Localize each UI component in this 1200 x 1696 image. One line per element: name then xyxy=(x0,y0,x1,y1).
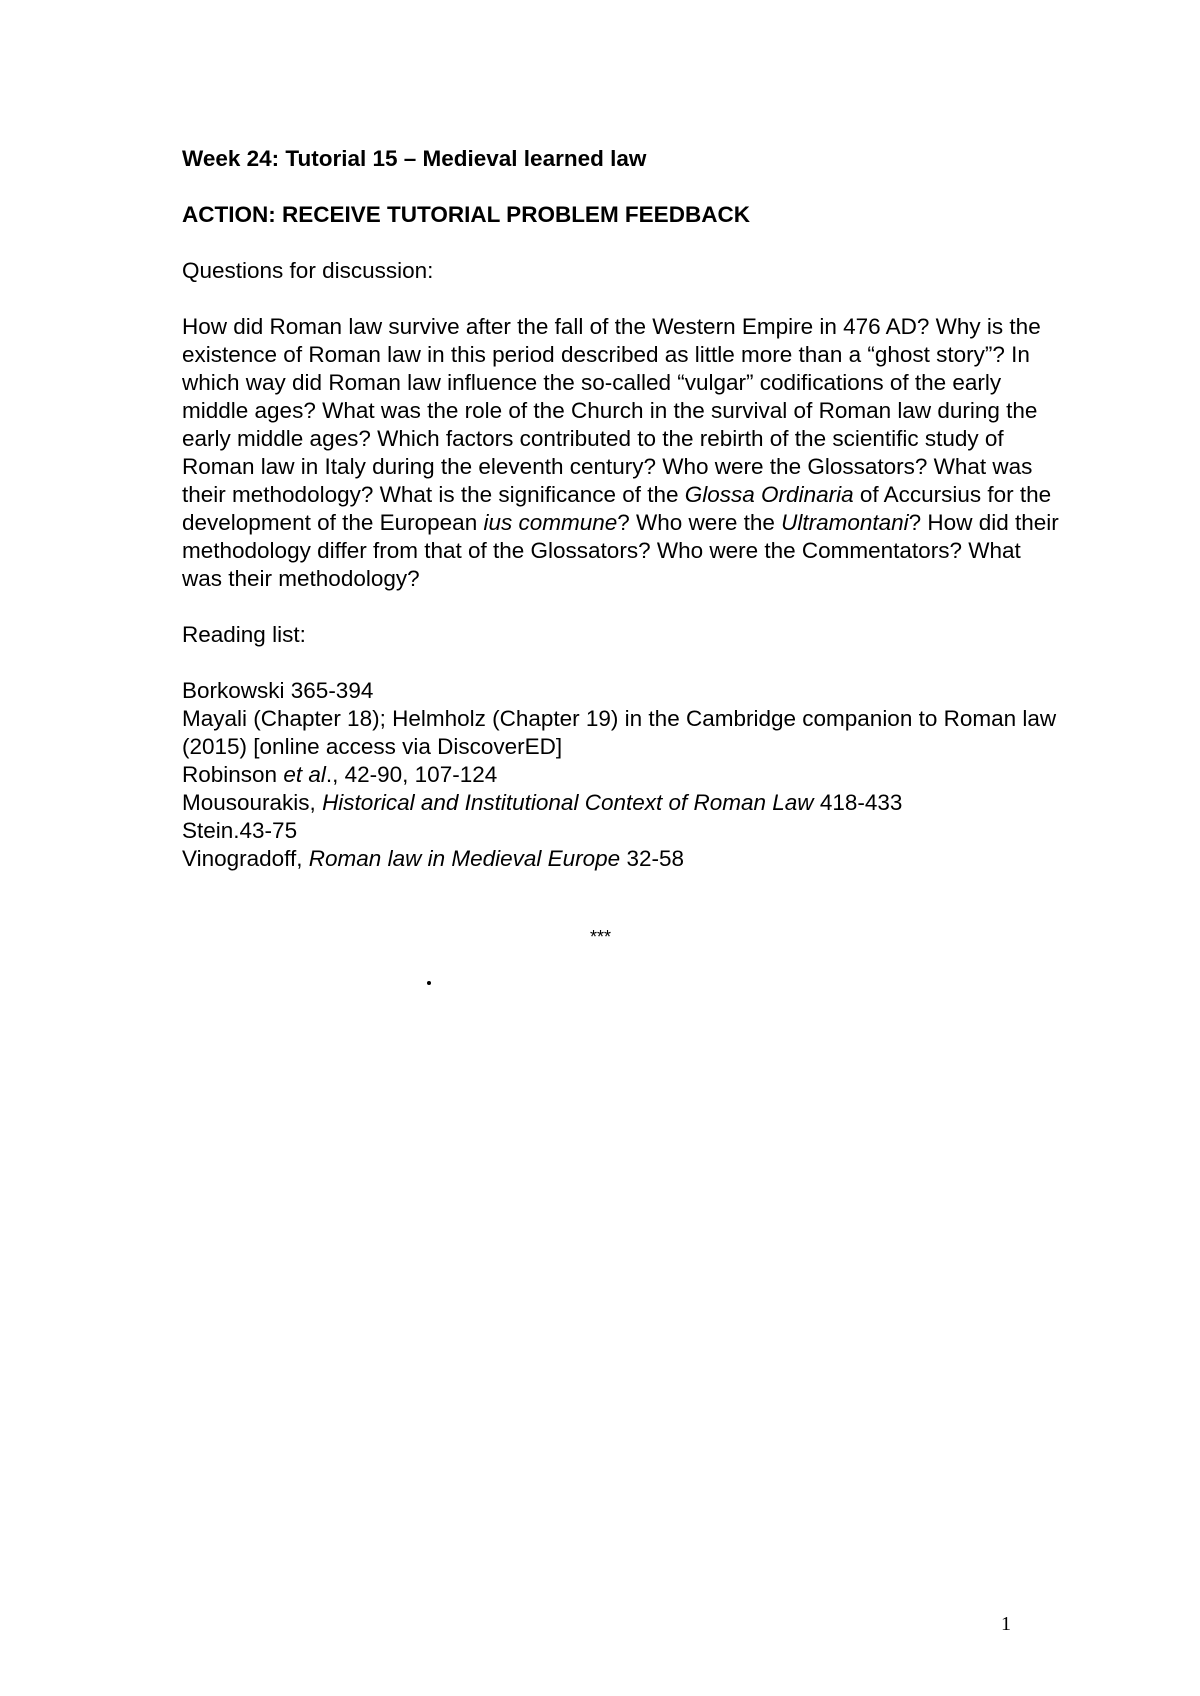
questions-text-2: of Accursius for the development of the European xyxy=(182,482,1052,535)
reading-mousourakis-title: Historical and Institutional Context of Roman Law xyxy=(322,790,814,815)
questions-italic-ultramontani: Ultramontani xyxy=(781,510,909,535)
reading-robinson-pages: ., 42-90, 107-124 xyxy=(325,762,498,787)
questions-italic-glossa: Glossa Ordinaria xyxy=(684,482,854,507)
reading-list-label: Reading list: xyxy=(182,622,306,647)
questions-italic-ius-commune: ius commune xyxy=(483,510,618,535)
reading-item-vinogradoff xyxy=(182,845,1062,873)
reading-vinogradoff-title: Roman law in Medieval Europe xyxy=(308,846,621,871)
questions-text-1: How did Roman law survive after the fall of the Western Empire in 476 AD? Why is the existence of Roman law in this period described as little more than a “ghost story”? In which way did Roman law influence the so-called “vulgar” codifications of the early middle ages? What was the role of the Church in the survival of Roman law during the early middle ages? Which factors contributed to the rebirth of the scientific study of Roman law in Italy during the eleventh century? Who were the Glossators? What was their methodology? What is the significance of the xyxy=(182,314,1041,507)
reading-robinson-author: Robinson xyxy=(182,762,284,787)
action-heading: ACTION: RECEIVE TUTORIAL PROBLEM FEEDBACK xyxy=(182,202,750,227)
page-number: 1 xyxy=(1001,1613,1011,1635)
reading-item-stein: Stein.43-75 xyxy=(182,818,298,843)
page-content xyxy=(182,145,1062,873)
page-title: Week 24: Tutorial 15 – Medieval learned law xyxy=(182,146,647,171)
reading-item-mousourakis xyxy=(182,789,1062,817)
reading-mousourakis-pages: 418-433 xyxy=(813,790,903,815)
reading-vinogradoff-pages: 32-58 xyxy=(620,846,685,871)
reading-vinogradoff-author: Vinogradoff, xyxy=(182,846,309,871)
section-separator: *** xyxy=(590,927,612,947)
questions-text-4: ? How did their methodology differ from that of the Glossators? Who were the Commentators? What was their methodology? xyxy=(182,510,1059,591)
reading-list xyxy=(182,677,1062,873)
questions-label: Questions for discussion: xyxy=(182,258,434,283)
questions-paragraph xyxy=(182,313,1062,593)
reading-robinson-etal: et al xyxy=(283,762,326,787)
reading-item-robinson xyxy=(182,761,1062,789)
reading-item-mayali: Mayali (Chapter 18); Helmholz (Chapter 19) in the Cambridge companion to Roman law (2015) [online access via DiscoverED] xyxy=(182,706,1057,759)
reading-item-borkowski: Borkowski 365-394 xyxy=(182,678,374,703)
reading-mousourakis-author: Mousourakis, xyxy=(182,790,323,815)
questions-text-3: ? Who were the xyxy=(617,510,782,535)
stray-dot xyxy=(427,981,431,985)
